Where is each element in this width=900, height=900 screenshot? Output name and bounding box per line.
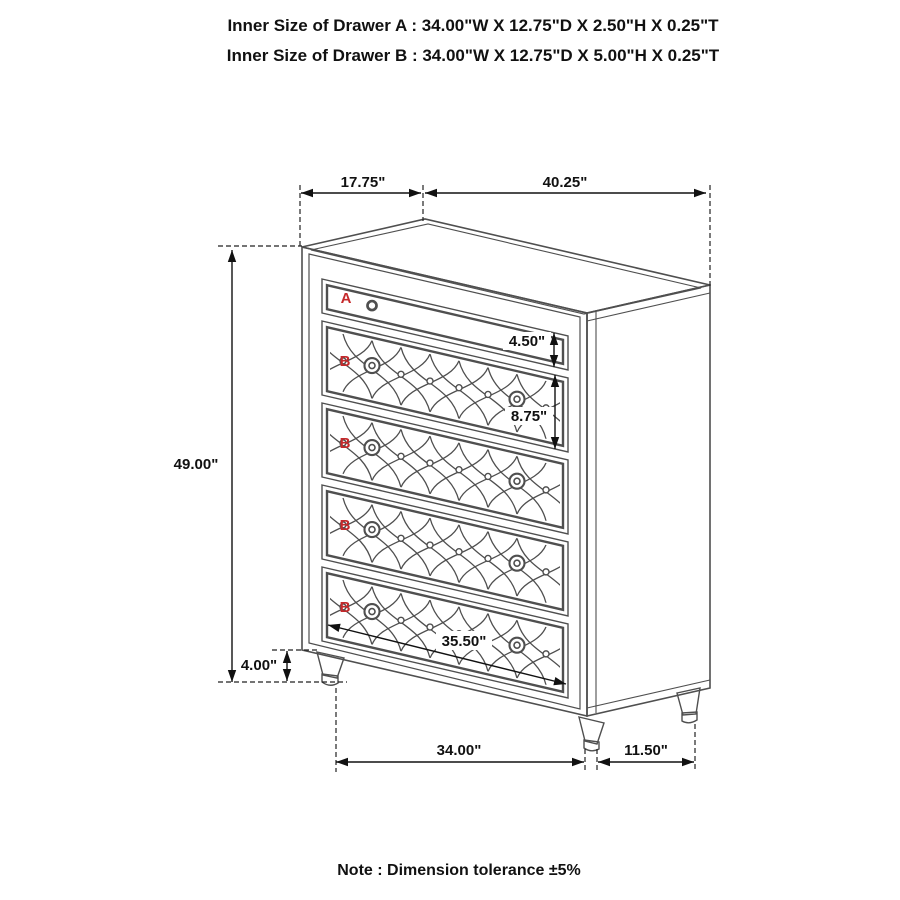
knob-center-icon — [514, 642, 520, 648]
knob-center-icon — [369, 527, 375, 533]
dim-line-overall-height — [228, 250, 236, 682]
tuft-button-icon — [427, 624, 433, 630]
tuft-button-icon — [485, 555, 491, 561]
tuft-button-icon — [485, 391, 491, 397]
arrowhead-icon — [598, 758, 610, 766]
tuft-button-icon — [427, 378, 433, 384]
drawer-label-a: A — [340, 290, 352, 307]
arrowhead-icon — [301, 189, 313, 197]
arrowhead-icon — [694, 189, 706, 197]
side-top-rail-line — [587, 293, 710, 321]
arrowhead-icon — [409, 189, 421, 197]
cabinet-side-face — [587, 285, 710, 716]
tuft-button-icon — [543, 569, 549, 575]
tuft-button-icon — [456, 549, 462, 555]
knob-center-icon — [514, 560, 520, 566]
knob-center-icon — [369, 609, 375, 615]
arrowhead-icon — [336, 758, 348, 766]
drawer-b-spec-text: Inner Size of Drawer B : 34.00"W X 12.75"D X 5.00"H X 0.25"T — [226, 46, 720, 65]
arrowhead-icon — [228, 250, 236, 262]
side-bottom-rail-line — [587, 680, 710, 708]
knob-center-icon — [369, 363, 375, 369]
tuft-button-icon — [398, 617, 404, 623]
tuft-button-icon — [398, 371, 404, 377]
drawer-a-spec-text: Inner Size of Drawer A : 34.00"W X 12.75"D X 2.50"H X 0.25"T — [227, 16, 719, 35]
drawer-label-b2: B — [339, 435, 351, 452]
tuft-button-icon — [427, 542, 433, 548]
dim-leg-height: 4.00" — [240, 657, 278, 674]
tuft-button-icon — [485, 473, 491, 479]
dim-drawer-a-front-height: 4.50" — [508, 333, 546, 350]
dim-front-leg-span: 34.00" — [436, 742, 482, 759]
drawer-label-b1: B — [339, 353, 351, 370]
arrowhead-icon — [425, 189, 437, 197]
dim-line-leg-height — [283, 651, 291, 681]
tuft-button-icon — [543, 651, 549, 657]
dim-line-front-span — [336, 758, 584, 766]
back-right-leg — [677, 688, 700, 715]
arrowhead-icon — [228, 670, 236, 682]
arrowhead-icon — [283, 651, 291, 663]
dim-line-side-span — [598, 758, 694, 766]
arrowhead-icon — [283, 669, 291, 681]
tuft-button-icon — [543, 487, 549, 493]
dim-drawer-front-width: 35.50" — [441, 633, 487, 650]
drawer-label-b4: B — [339, 599, 351, 616]
front-right-leg — [579, 717, 604, 744]
dim-drawer-b-front-height: 8.75" — [510, 408, 548, 425]
tuft-button-icon — [427, 460, 433, 466]
tolerance-note: Note : Dimension tolerance ±5% — [337, 862, 581, 879]
knob-center-icon — [514, 396, 520, 402]
arrowhead-icon — [682, 758, 694, 766]
arrowhead-icon — [572, 758, 584, 766]
tuft-button-icon — [456, 467, 462, 473]
knob-center-icon — [369, 445, 375, 451]
dim-top-depth: 17.75" — [340, 174, 386, 191]
dim-top-width: 40.25" — [542, 174, 588, 191]
tuft-button-icon — [456, 385, 462, 391]
knob-center-icon — [514, 478, 520, 484]
dim-side-leg-span: 11.50" — [624, 742, 668, 759]
drawer-label-b3: B — [339, 517, 351, 534]
knob-icon — [368, 301, 377, 310]
tuft-button-icon — [398, 535, 404, 541]
dim-overall-height: 49.00" — [173, 456, 219, 473]
tuft-button-icon — [398, 453, 404, 459]
